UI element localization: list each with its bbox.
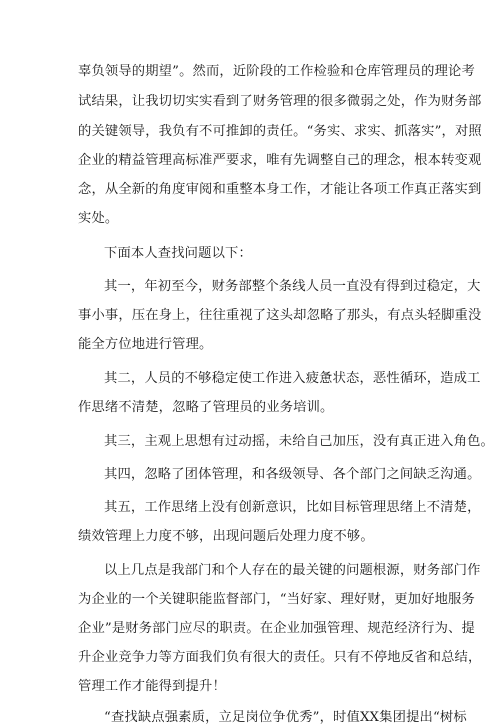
text-line: 事小事，压在身上，往往重视了这头却忽略了那头，有点头轻脚重没 [78, 308, 482, 323]
text-line: 为企业的一个关键职能监督部门，“当好家、理好财，更加好地服务 [78, 592, 475, 607]
text-line: 以上几点是我部门和个人存在的最关键的问题根源，财务部门作 [104, 563, 481, 578]
text-line: 管理工作才能得到提升！ [78, 679, 226, 694]
text-line: 其三，主观上思想有过动摇，未给自己加压，没有真正进入角色。 [104, 434, 494, 449]
text-line: 企业的精益管理高标准严要求，唯有先调整自己的理念，根本转变观 [78, 153, 482, 168]
text-line: “查找缺点强素质，立足岗位争优秀”，时值XX集团提出“树标 [104, 710, 467, 725]
text-line: 试结果，让我切切实实看到了财务管理的很多微弱之处，作为财务部 [78, 94, 482, 109]
text-line: 辜负领导的期望”。然而，近阶段的工作检验和仓库管理员的理论考 [78, 64, 475, 79]
text-line: 升企业竞争力等方面我们负有很大的责任。只有不停地反省和总结， [78, 650, 482, 665]
text-line: 其五，工作思绪上没有创新意识，比如目标管理思绪上不清楚， [104, 500, 481, 515]
text-line: 能全方位地进行管理。 [78, 337, 213, 352]
text-line: 绩效管理上力度不够，出现问题后处理力度不够。 [78, 529, 374, 544]
text-line: 企业”是财务部门应尽的职责。在企业加强管理、规范经济行为、提 [78, 621, 475, 636]
text-line: 实处。 [78, 211, 119, 226]
text-line: 作思绪不清楚，忽略了管理员的业务培训。 [78, 400, 334, 415]
text-line: 的关键领导，我负有不可推卸的责任。“务实、求实、抓落实”，对照 [78, 124, 482, 139]
section-heading: 下面本人查找问题以下： [104, 246, 252, 261]
text-line: 其一，年初至今，财务部整个条线人员一直没有得到过稳定，大 [104, 279, 481, 294]
text-line: 其二，人员的不够稳定使工作进入疲惫状态，恶性循环，造成工 [104, 371, 481, 386]
text-line: 念，从全新的角度审阅和重整本身工作，才能让各项工作真正落实到 [78, 182, 482, 197]
text-line: 其四，忽略了团体管理，和各级领导、各个部门之间缺乏沟通。 [104, 467, 481, 482]
